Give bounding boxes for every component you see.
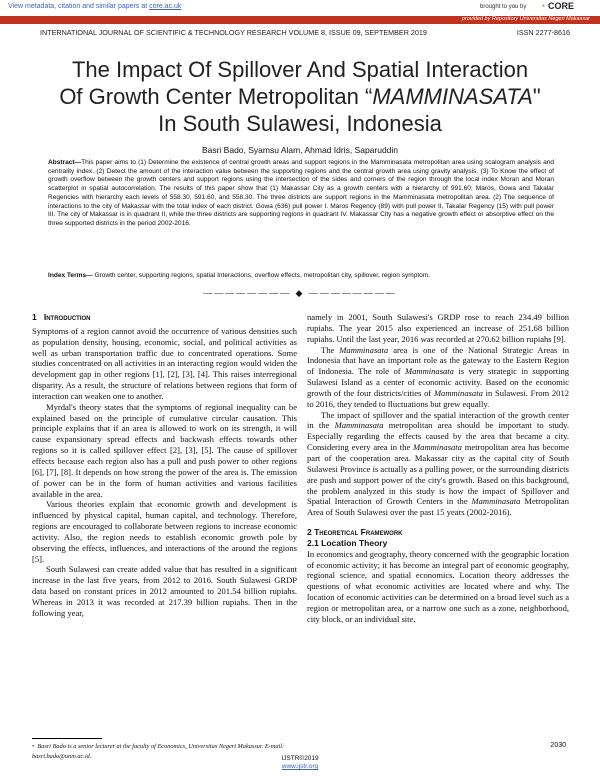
index-terms-label: Index Terms— [48, 272, 93, 279]
paragraph: Various theories explain that economic growth and development is influenced by physical capital, human capital, and technology. Therefore, regions are encouraged to collaborate between regions to increase economic activity. Also, the region needs to establish economic growth pole by observing the effects, influences, and interactions of the around the regions [5]. [32, 499, 297, 564]
paragraph [307, 410, 569, 518]
text-span: metropolitan area has become part of the cooperation area. Makassar city as the capital city of South Sulawesi Province is actually as a pulling power, or the surrounding districts are push and support power of the city's growth. Based on this background, the problem analyzed in this study is how the impact of Spillover and Spatial Interaction of Growth Centers in the [307, 442, 570, 507]
page-number: 2030 [550, 742, 566, 749]
italic-term: Mamminasata [433, 387, 483, 398]
abstract [48, 159, 554, 229]
paragraph: Myrdal's theory states that the symptoms of regional inequality can be explained based on the principle of cumulative circular causation. This principle explains that if an area is allowed to work on its strength, it will cause expansionary spread effects and backwash effects towards other regions so it is called spillover effect [2], [3], [5]. The cause of spillover effects because each region also has a pull and push power to other regions [6], [7], [8]. It depends on how strong the power of the area is. The emission of power can be in the form of human activities and various facilities available in the area. [32, 401, 297, 499]
section-divider: ———————— ◆ ———————— [203, 288, 397, 298]
core-logo-label: CORE [547, 1, 574, 11]
italic-term: Mamminasata [339, 344, 389, 355]
index-terms [48, 272, 554, 281]
core-logo-icon: ◔ [540, 1, 546, 11]
journal-url[interactable]: www.ijstr.org [281, 763, 319, 770]
footnote-text: Basri Bado is a senior lecturer at the faculty of Economics, Universitas Negeri Makassar. E-mail: basri.bado@unm.ac.id. [32, 743, 285, 760]
italic-term: Mamminasata [413, 442, 462, 453]
right-column [307, 312, 569, 625]
index-terms-text: Growth center, supporting regions, spatial Interactions, overflow effects, metropolitan city, spillover, region symptom. [92, 272, 431, 279]
text-span: metropolitan area should be important to study. Especially regarding the effects caused by the area that became a city. Considering every area in the [307, 420, 569, 453]
paper-title [20, 56, 580, 137]
footnote-bullet: • [32, 743, 38, 750]
footnote-rule [32, 738, 102, 739]
section-2-heading [307, 527, 569, 538]
section-1-heading [32, 312, 297, 323]
view-metadata-text [8, 3, 181, 10]
section-2-number: 2 [307, 527, 312, 538]
core-link[interactable]: core.ac.uk [149, 3, 182, 10]
left-column [32, 312, 297, 619]
paragraph: South Sulawesi can create added value that has resulted in a significant increase in the last five years, from 2012 to 2016. South Sulawesi GRDP data based on constant prices in 2012 amounted to 201.54 billion rupiahs. Whereas in 2013 it was recorded at 217.39 billion rupiahs. Then in the following year, [32, 564, 297, 618]
paragraph: Symptoms of a region cannot avoid the occurrence of various densities such as population density, housing, economic, social, and political activities as well as urban transportation traffic due to concentrated operations. Some studies concentrated on all activities in an interacting region would widen the development gap in other regions [1], [2], [3], [4]. This raises interregional disparity. As a result, the structure of relations between regions that form of interaction can weaken one to another. [32, 325, 297, 401]
text-span: in Sulawesi. From 2012 to 2016, they tended to fluctuations but grew equally. [307, 387, 569, 409]
provider-text: provided by Repository Universitas Negeri Makassar [461, 16, 590, 22]
text-span: area is one of the National Strategic Areas in Indonesia that have an important role as the gateway to the Eastern Region of Indonesia. The role of [307, 344, 569, 377]
title-line-2-italic: MAMMINASATA [372, 84, 533, 109]
core-logo[interactable] [540, 1, 574, 11]
journal-name: INTERNATIONAL JOURNAL OF SCIENTIFIC & TECHNOLOGY RESEARCH VOLUME 8, ISSUE 09, SEPTEMBER 2019 [40, 28, 427, 37]
text-span: The [321, 344, 340, 355]
core-banner [0, 0, 600, 16]
view-metadata-label: View metadata, citation and similar papers at [8, 3, 150, 10]
italic-term: Mamminasata [471, 496, 521, 507]
paragraph: In economics and geography, theory concerned with the geographic location of economic activity; it has become an integral part of economic geography, regional science, and spatial economics. Location theory addresses the questions of what economic activities are located where and why. The location of economic activities can be determined on a broad level such as a region or metropolitan area, or a narrow one such as a zone, neighborhood, city block, or an individual site. [307, 548, 569, 624]
abstract-label: Abstract— [48, 159, 82, 166]
text-span: is very strategic in supporting Sulawesi Island as a center of economic activity. Based on the economic growth of the four districts/cities of [307, 366, 569, 398]
journal-issn: ISSN 2277-8616 [516, 28, 570, 37]
brought-by-text: brought to you by [480, 4, 527, 10]
text-span: The impact of spillover and the spatial interaction of the growth center in the [307, 409, 569, 431]
paragraph [307, 345, 569, 410]
title-line-3: In South Sulawesi, Indonesia [158, 111, 442, 136]
section-1-number: 1 [32, 312, 37, 322]
italic-term: Mamminasata [405, 366, 454, 377]
provider-bar [0, 16, 600, 24]
text-span: Metropolitan Area of South Sulawesi over the past 15 years (2002-2016). [307, 496, 569, 518]
section-2-title: Theoretical Framework [314, 527, 403, 538]
title-line-1: The Impact Of Spillover And Spatial Interaction [71, 57, 529, 82]
title-line-2-a: Of Growth Center Metropolitan “ [59, 84, 373, 109]
title-line-2-c: " [532, 84, 541, 109]
abstract-text: This paper aims to (1) Determine the existence of central growth areas and support regions in the Mamminasata metropolitan area using scalogram analysis and centrality index. (2) Detect the amount of the interaction value between the supporting regions and the central growth area using gravity analysis. (3) To Know the effect of growth overflow between the growth centers and support regions using the intersection of the sides and corners of the region through the local index Moran and Moran scatterplot in spatial autocorrelation. The results of this paper show that (1) Makassar City as a growth centers with a hierarchy of 991.60; Maros, Gowa and Takalar Regencies with hierarchy each levels of 558.30, 591.60, and 558.30. The three districts are support regions in the Mamminasata metropolitan area. (2) The sequence of interactions to the city of Makassar with the total index of each district. Gowa (636) pull power I. Maros Regency (89) with pull power II, Takalar Regency (15) with pull power III. The city of Makassar is in quadrant II, while the three districts are supporting regions in quadrant IV. Makassar City has a negative growth effect or absorptive effect on the three supported districts in the period 2002-2016. [48, 159, 554, 227]
section-1-title: Introduction [43, 312, 91, 322]
paragraph: namely in 2001, South Sulawesi's GRDP rose to reach 234.49 billion rupiahs. The year 2015 also experienced an increase of 251.68 billion rupiahs. Until the last year, 2016 was recorded at 270.62 billion rupiahs [9]. [307, 312, 569, 344]
title-line-2 [20, 83, 580, 110]
italic-term: Mamminasata [334, 420, 384, 431]
subsection-2-1-heading: 2.1 Location Theory [307, 537, 388, 548]
copyright-code: IJSTR©2019 [281, 755, 319, 762]
authors: Basri Bado, Syamsu Alam, Ahmad Idris, Saparuddin [201, 145, 399, 155]
journal-header [40, 28, 570, 37]
page-footer [0, 755, 600, 771]
